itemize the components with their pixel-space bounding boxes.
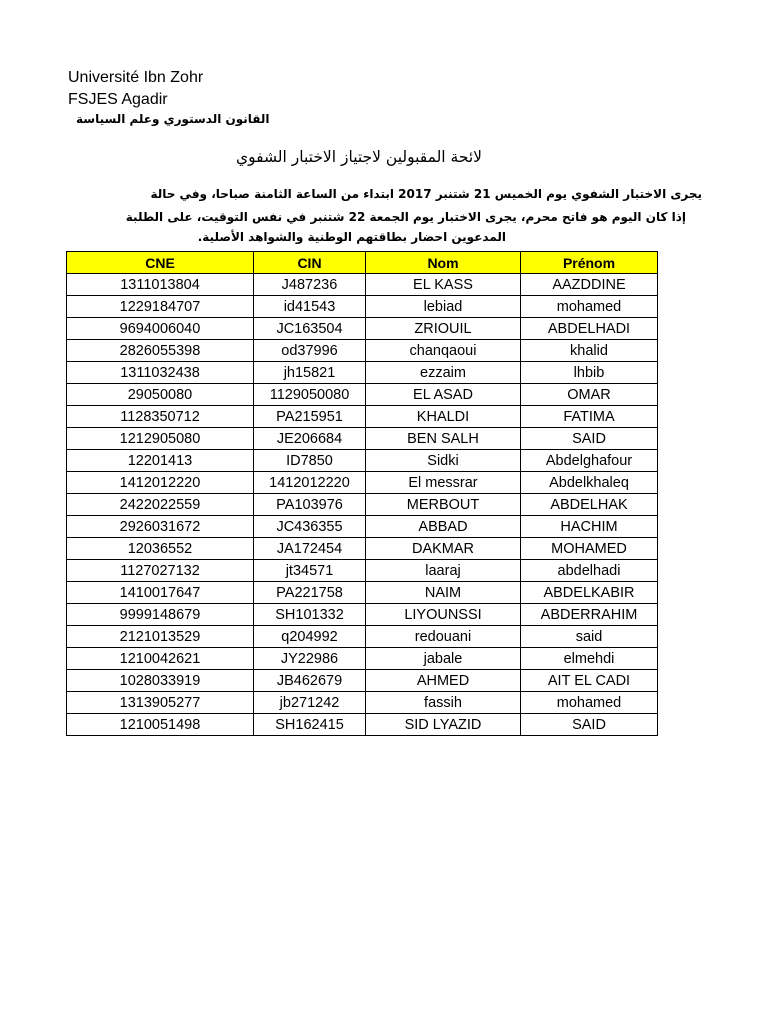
- table-row: [67, 670, 658, 692]
- cin-cell: 1129050080: [254, 384, 366, 406]
- column-header-prenom: Prénom: [521, 252, 658, 274]
- cne-cell: 1210051498: [67, 714, 254, 736]
- column-header-cin: CIN: [254, 252, 366, 274]
- prenom-cell: ABDELHADI: [521, 318, 658, 340]
- course-name: القانون الدستوري وعلم السياسة: [76, 112, 270, 126]
- notice-line-1: يجرى الاختبار الشفوي يوم الخميس 21 شتنبر 2017 ابتداء من الساعة الثامنة صباحا، وفي حالة: [150, 187, 702, 201]
- admitted-students-table: [66, 251, 658, 736]
- cne-cell: 2121013529: [67, 626, 254, 648]
- cne-cell: 1028033919: [67, 670, 254, 692]
- prenom-cell: ABDELKABIR: [521, 582, 658, 604]
- cne-cell: 2422022559: [67, 494, 254, 516]
- cne-cell: 2926031672: [67, 516, 254, 538]
- cin-cell: id41543: [254, 296, 366, 318]
- page-title: لائحة المقبولين لاجتياز الاختبار الشفوي: [236, 148, 483, 166]
- table-row: [67, 428, 658, 450]
- cin-cell: JA172454: [254, 538, 366, 560]
- cne-cell: 1127027132: [67, 560, 254, 582]
- column-header-nom: Nom: [366, 252, 521, 274]
- nom-cell: laaraj: [366, 560, 521, 582]
- nom-cell: EL KASS: [366, 274, 521, 296]
- faculty-name: FSJES Agadir: [68, 91, 168, 108]
- cin-cell: JC163504: [254, 318, 366, 340]
- table-row: [67, 406, 658, 428]
- cne-cell: 1212905080: [67, 428, 254, 450]
- table-row: [67, 494, 658, 516]
- nom-cell: Sidki: [366, 450, 521, 472]
- cin-cell: SH162415: [254, 714, 366, 736]
- cin-cell: PA221758: [254, 582, 366, 604]
- notice-line-2: إذا كان اليوم هو فاتح محرم، يجرى الاختبار يوم الجمعة 22 شتنبر في نفس التوقيت، على الطلبة: [125, 210, 686, 224]
- prenom-cell: Abdelkhaleq: [521, 472, 658, 494]
- table-row: [67, 274, 658, 296]
- prenom-cell: FATIMA: [521, 406, 658, 428]
- cin-cell: PA215951: [254, 406, 366, 428]
- notice-line-3: المدعوين احضار بطاقتهم الوطنية والشواهد الأصلية.: [197, 230, 506, 244]
- cin-cell: jb271242: [254, 692, 366, 714]
- table-row: [67, 626, 658, 648]
- cne-cell: 12201413: [67, 450, 254, 472]
- nom-cell: ezzaim: [366, 362, 521, 384]
- cin-cell: ID7850: [254, 450, 366, 472]
- cne-cell: 2826055398: [67, 340, 254, 362]
- cin-cell: jh15821: [254, 362, 366, 384]
- cin-cell: jt34571: [254, 560, 366, 582]
- table-row: [67, 560, 658, 582]
- cin-cell: JY22986: [254, 648, 366, 670]
- nom-cell: fassih: [366, 692, 521, 714]
- prenom-cell: ABDERRAHIM: [521, 604, 658, 626]
- table-row: [67, 318, 658, 340]
- prenom-cell: mohamed: [521, 692, 658, 714]
- table-header-row: [67, 252, 658, 274]
- cne-cell: 1128350712: [67, 406, 254, 428]
- nom-cell: AHMED: [366, 670, 521, 692]
- cne-cell: 1311013804: [67, 274, 254, 296]
- prenom-cell: SAID: [521, 428, 658, 450]
- nom-cell: LIYOUNSSI: [366, 604, 521, 626]
- nom-cell: jabale: [366, 648, 521, 670]
- nom-cell: redouani: [366, 626, 521, 648]
- cin-cell: JC436355: [254, 516, 366, 538]
- nom-cell: DAKMAR: [366, 538, 521, 560]
- cne-cell: 1311032438: [67, 362, 254, 384]
- table-row: [67, 582, 658, 604]
- cne-cell: 9694006040: [67, 318, 254, 340]
- cin-cell: SH101332: [254, 604, 366, 626]
- cin-cell: od37996: [254, 340, 366, 362]
- cin-cell: J487236: [254, 274, 366, 296]
- table-row: [67, 714, 658, 736]
- cne-cell: 29050080: [67, 384, 254, 406]
- cne-cell: 1313905277: [67, 692, 254, 714]
- cin-cell: JB462679: [254, 670, 366, 692]
- cin-cell: q204992: [254, 626, 366, 648]
- prenom-cell: elmehdi: [521, 648, 658, 670]
- nom-cell: KHALDI: [366, 406, 521, 428]
- nom-cell: EL ASAD: [366, 384, 521, 406]
- table-row: [67, 538, 658, 560]
- cne-cell: 1229184707: [67, 296, 254, 318]
- cne-cell: 12036552: [67, 538, 254, 560]
- table-body: [67, 274, 658, 736]
- table-row: [67, 384, 658, 406]
- table-row: [67, 472, 658, 494]
- prenom-cell: MOHAMED: [521, 538, 658, 560]
- nom-cell: lebiad: [366, 296, 521, 318]
- prenom-cell: ABDELHAK: [521, 494, 658, 516]
- table-row: [67, 296, 658, 318]
- nom-cell: NAIM: [366, 582, 521, 604]
- cne-cell: 1412012220: [67, 472, 254, 494]
- nom-cell: ZRIOUIL: [366, 318, 521, 340]
- nom-cell: MERBOUT: [366, 494, 521, 516]
- prenom-cell: SAID: [521, 714, 658, 736]
- nom-cell: BEN SALH: [366, 428, 521, 450]
- table-row: [67, 362, 658, 384]
- cne-cell: 1210042621: [67, 648, 254, 670]
- prenom-cell: Abdelghafour: [521, 450, 658, 472]
- table-row: [67, 648, 658, 670]
- cne-cell: 9999148679: [67, 604, 254, 626]
- table-row: [67, 340, 658, 362]
- table-row: [67, 516, 658, 538]
- nom-cell: El messrar: [366, 472, 521, 494]
- nom-cell: ABBAD: [366, 516, 521, 538]
- table-row: [67, 604, 658, 626]
- column-header-cne: CNE: [67, 252, 254, 274]
- prenom-cell: khalid: [521, 340, 658, 362]
- cin-cell: 1412012220: [254, 472, 366, 494]
- cin-cell: PA103976: [254, 494, 366, 516]
- cin-cell: JE206684: [254, 428, 366, 450]
- nom-cell: chanqaoui: [366, 340, 521, 362]
- university-name: Université Ibn Zohr: [68, 69, 204, 86]
- nom-cell: SID LYAZID: [366, 714, 521, 736]
- prenom-cell: mohamed: [521, 296, 658, 318]
- prenom-cell: HACHIM: [521, 516, 658, 538]
- prenom-cell: lhbib: [521, 362, 658, 384]
- prenom-cell: said: [521, 626, 658, 648]
- table-row: [67, 692, 658, 714]
- prenom-cell: OMAR: [521, 384, 658, 406]
- prenom-cell: abdelhadi: [521, 560, 658, 582]
- prenom-cell: AIT EL CADI: [521, 670, 658, 692]
- table-row: [67, 450, 658, 472]
- prenom-cell: AAZDDINE: [521, 274, 658, 296]
- cne-cell: 1410017647: [67, 582, 254, 604]
